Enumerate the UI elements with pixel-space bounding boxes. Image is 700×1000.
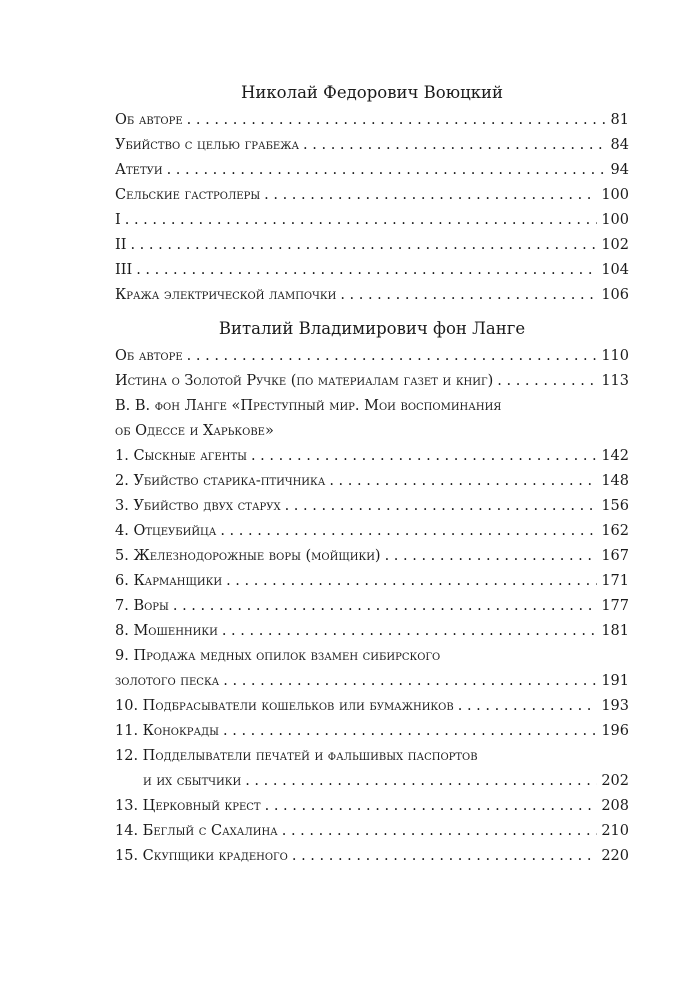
toc-entry xyxy=(115,444,629,469)
entry-title: Сельские гастролеры xyxy=(115,187,261,203)
toc-entry xyxy=(115,494,629,519)
entry-title: и их сбытчики xyxy=(143,773,242,789)
toc-entry xyxy=(115,769,629,794)
entry-page: 171 xyxy=(601,573,629,589)
entry-title: 1. Сыскные агенты xyxy=(115,448,247,464)
entry-page: 94 xyxy=(610,162,629,178)
leader-dots xyxy=(282,819,598,844)
toc-entry xyxy=(115,158,629,183)
entry-title: Об авторе xyxy=(115,112,183,128)
entry-title: золотого песка xyxy=(115,673,220,689)
toc-entry xyxy=(115,844,629,869)
entry-page: 210 xyxy=(601,823,629,839)
entry-title: 13. Церковный крест xyxy=(115,798,261,814)
entry-page: 106 xyxy=(601,287,629,303)
entry-title: 10. Подбрасыватели кошельков или бумажников xyxy=(115,698,454,714)
toc-entry xyxy=(115,619,629,644)
toc-entry xyxy=(115,819,629,844)
entry-page: 162 xyxy=(601,523,629,539)
toc-entry xyxy=(115,519,629,544)
entry-page: 220 xyxy=(601,848,629,864)
entry-title: 6. Карманщики xyxy=(115,573,223,589)
toc-entry xyxy=(115,344,629,369)
entry-page: 196 xyxy=(601,723,629,739)
entry-page: 100 xyxy=(601,187,629,203)
leader-dots xyxy=(173,594,597,619)
entry-page: 191 xyxy=(601,673,629,689)
entry-title: I xyxy=(115,212,121,228)
entry-page: 177 xyxy=(601,598,629,614)
entry-page: 193 xyxy=(601,698,629,714)
leader-dots xyxy=(223,669,597,694)
leader-dots xyxy=(223,719,597,744)
leader-dots xyxy=(303,133,607,158)
leader-dots xyxy=(292,844,597,869)
toc-entry xyxy=(115,694,629,719)
entry-title: III xyxy=(115,262,133,278)
table-of-contents xyxy=(115,80,629,869)
leader-dots xyxy=(130,233,597,258)
entry-page: 81 xyxy=(610,112,629,128)
leader-dots xyxy=(245,769,597,794)
entry-page: 104 xyxy=(601,262,629,278)
entry-title: Об авторе xyxy=(115,348,183,364)
entry-title: 2. Убийство старика-птичника xyxy=(115,473,326,489)
book-title-line: об Одессе и Харькове» xyxy=(115,423,274,439)
leader-dots xyxy=(285,494,598,519)
leader-dots xyxy=(497,369,597,394)
leader-dots xyxy=(220,519,597,544)
author-heading: Николай Федорович Воюцкий xyxy=(240,83,504,102)
toc-entry xyxy=(115,569,629,594)
leader-dots xyxy=(167,158,607,183)
book-title-line: В. В. фон Ланге «Преступный мир. Мои воспоминания xyxy=(115,398,502,414)
toc-entry xyxy=(115,233,629,258)
entry-page: 113 xyxy=(601,373,629,389)
toc-entry xyxy=(115,108,629,133)
entry-page: 100 xyxy=(601,212,629,228)
toc-entry xyxy=(115,369,629,394)
entry-title: Кража электрической лампочки xyxy=(115,287,337,303)
leader-dots xyxy=(385,544,598,569)
entry-page: 208 xyxy=(601,798,629,814)
entry-page: 156 xyxy=(601,498,629,514)
entry-page: 142 xyxy=(601,448,629,464)
toc-entry xyxy=(115,258,629,283)
entry-title: II xyxy=(115,237,127,253)
entry-page: 110 xyxy=(601,348,629,364)
leader-dots xyxy=(136,258,597,283)
entry-title: Убийство с целью грабежа xyxy=(115,137,300,153)
entry-title: 14. Беглый с Сахалина xyxy=(115,823,278,839)
toc-entry xyxy=(115,183,629,208)
toc-entry xyxy=(115,544,629,569)
toc-entry xyxy=(115,594,629,619)
toc-entry xyxy=(115,669,629,694)
toc-entry xyxy=(115,719,629,744)
leader-dots xyxy=(251,444,597,469)
leader-dots xyxy=(125,208,598,233)
toc-entry xyxy=(115,133,629,158)
chapter-title-line: 12. Подделыватели печатей и фальшивых паспортов xyxy=(115,748,478,764)
author-heading: Виталий Владимирович фон Ланге xyxy=(218,319,526,338)
section-gap xyxy=(115,308,629,316)
leader-dots xyxy=(329,469,597,494)
entry-title: 15. Скупщики краденого xyxy=(115,848,288,864)
entry-page: 202 xyxy=(601,773,629,789)
leader-dots xyxy=(187,108,607,133)
entry-page: 102 xyxy=(601,237,629,253)
toc-entry xyxy=(115,208,629,233)
leader-dots xyxy=(340,283,597,308)
leader-dots xyxy=(264,183,597,208)
leader-dots xyxy=(265,794,598,819)
leader-dots xyxy=(226,569,597,594)
entry-title: 11. Конокрады xyxy=(115,723,220,739)
leader-dots xyxy=(187,344,598,369)
leader-dots xyxy=(222,619,597,644)
entry-page: 148 xyxy=(601,473,629,489)
entry-title: 3. Убийство двух старух xyxy=(115,498,281,514)
entry-page: 84 xyxy=(610,137,629,153)
entry-title: 8. Мошенники xyxy=(115,623,218,639)
toc-entry xyxy=(115,794,629,819)
entry-page: 181 xyxy=(601,623,629,639)
entry-title: 4. Отцеубийца xyxy=(115,523,217,539)
entry-title: 5. Железнодорожные воры (мойщики) xyxy=(115,548,381,564)
entry-title: 7. Воры xyxy=(115,598,169,614)
toc-entry xyxy=(115,469,629,494)
entry-title: Истина о Золотой Ручке (по материалам газет и книг) xyxy=(115,373,494,389)
entry-page: 167 xyxy=(601,548,629,564)
leader-dots xyxy=(458,694,598,719)
toc-entry xyxy=(115,283,629,308)
chapter-title-line: 9. Продажа медных опилок взамен сибирского xyxy=(115,648,441,664)
entry-title: Атетуи xyxy=(115,162,163,178)
